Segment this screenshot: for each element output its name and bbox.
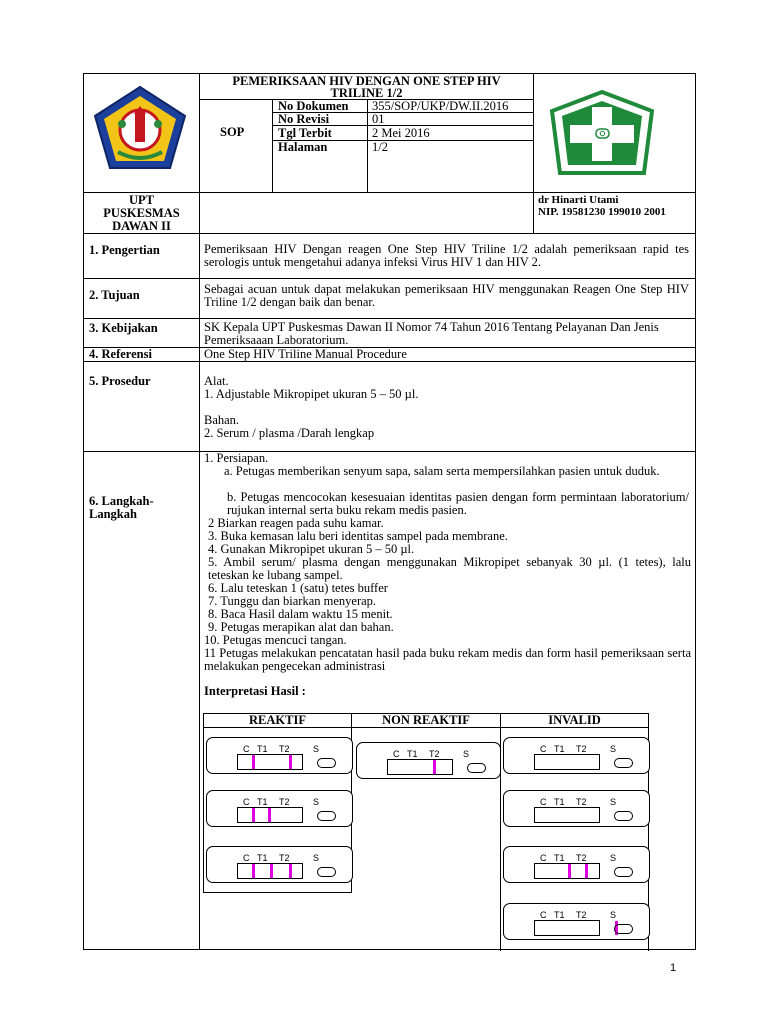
strip-label-t2: T2 (429, 749, 440, 759)
strip-label-t1: T1 (554, 853, 565, 863)
document-title-line2: TRILINE 1/2 (330, 86, 403, 100)
step-10: 10. Petugas mencuci tangan. (204, 633, 347, 647)
sample-well (317, 758, 336, 768)
sample-well (614, 924, 633, 934)
section-text-tujuan: Sebagai acuan untuk dapat melakukan pemeriksaan HIV menggunakan Reagen One Step HIV Triline 1/2 dengan baik dan benar. (204, 282, 689, 309)
strip-label-t1: T1 (554, 797, 565, 807)
strip-label-t2: T2 (279, 797, 290, 807)
page-number: 1 (670, 962, 677, 974)
strip-label-s: S (610, 910, 617, 920)
strip-label-t1: T1 (407, 749, 418, 759)
sample-well (614, 758, 633, 768)
prosedur-alat-title: Alat. (204, 374, 229, 388)
column-header-non-reaktif: NON REAKTIF (382, 713, 470, 727)
signer-name: dr Hinarti Utami (538, 194, 619, 206)
puskesmas-crest-logo (90, 84, 190, 172)
step-1b: b. Petugas mencocokan kesesuaian identitas pasien dengan form permintaan laboratorium/ rujukan internal serta buku rekam medis pasien. (227, 490, 689, 517)
step-3: 3. Buka kemasan lalu beri identitas sampel pada membrane. (208, 529, 508, 543)
org-name-line2: PUSKESMAS (103, 206, 180, 220)
strip-label-c: C (243, 744, 250, 754)
prosedur-bahan-item: 2. Serum / plasma /Darah lengkap (204, 426, 375, 440)
strip-label-t1: T1 (257, 797, 268, 807)
sample-well (614, 867, 633, 877)
test-line (252, 808, 255, 822)
document-title-line1: PEMERIKSAAN HIV DENGAN ONE STEP HIV (232, 74, 501, 88)
section-text-referensi: One Step HIV Triline Manual Procedure (204, 347, 407, 361)
strip-label-t1: T1 (554, 910, 565, 920)
invalid-strip-3 (503, 846, 650, 883)
section-label-prosedur: 5. Prosedur (89, 374, 151, 388)
strip-label-t2: T2 (279, 744, 290, 754)
result-window (387, 759, 453, 775)
step-11: 11 Petugas melakukan pencatatan hasil pada buku rekam medis dan form hasil pemeriksaan serta melakukan pengecekan administrasi (204, 646, 691, 673)
section-label-kebijakan: 3. Kebijakan (89, 321, 158, 335)
column-header-invalid: INVALID (548, 713, 601, 727)
section-label-referensi: 4. Referensi (89, 347, 152, 361)
strip-label-t2: T2 (576, 797, 587, 807)
sample-well (467, 763, 486, 773)
strip-label-s: S (313, 853, 320, 863)
step-1a: a. Petugas memberikan senyum sapa, salam serta mempersilahkan pasien untuk duduk. (224, 464, 660, 478)
result-window (237, 754, 303, 770)
strip-label-t1: T1 (257, 853, 268, 863)
meta-value-halaman: 1/2 (372, 140, 388, 154)
org-name-line1: UPT (129, 193, 154, 207)
strip-label-t1: T1 (554, 744, 565, 754)
non-reaktif-strip (356, 742, 501, 779)
strip-label-s: S (610, 853, 617, 863)
strip-label-c: C (243, 853, 250, 863)
prosedur-alat-item: 1. Adjustable Mikropipet ukuran 5 – 50 µl. (204, 387, 419, 401)
test-line (433, 760, 436, 774)
sample-well (614, 811, 633, 821)
invalid-strip-2 (503, 790, 650, 827)
test-line (568, 864, 571, 878)
strip-label-s: S (610, 744, 617, 754)
strip-label-t2: T2 (576, 853, 587, 863)
result-window (237, 863, 303, 879)
strip-label-s: S (313, 744, 320, 754)
section-label-pengertian: 1. Pengertian (89, 243, 160, 257)
step-8: 8. Baca Hasil dalam waktu 15 menit. (208, 607, 393, 621)
meta-label-tgl-terbit: Tgl Terbit (278, 126, 332, 140)
strip-label-t2: T2 (576, 910, 587, 920)
signer-nip: NIP. 19581230 199010 2001 (538, 206, 666, 218)
meta-value-tgl-terbit: 2 Mei 2016 (372, 126, 430, 140)
test-line (585, 864, 588, 878)
org-name-line3: DAWAN II (112, 219, 171, 233)
meta-label-no-revisi: No Revisi (278, 112, 330, 126)
section-label-langkah-line2: Langkah (89, 507, 137, 521)
section-label-tujuan: 2. Tujuan (89, 288, 140, 302)
result-window (534, 754, 600, 770)
test-line (252, 755, 255, 769)
step-5: 5. Ambil serum/ plasma dengan menggunakan Mikropipet sebanyak 30 µl. (1 tetes), lalu teteskan ke lubang sampel. (208, 555, 691, 582)
strip-label-c: C (540, 853, 547, 863)
strip-label-c: C (540, 797, 547, 807)
meta-value-no-revisi: 01 (372, 112, 385, 126)
strip-label-c: C (393, 749, 400, 759)
step-4: 4. Gunakan Mikropipet ukuran 5 – 50 µl. (208, 542, 415, 556)
step-6: 6. Lalu teteskan 1 (satu) tetes buffer (208, 581, 388, 595)
section-text-pengertian: Pemeriksaan HIV Dengan reagen One Step HIV Triline 1/2 adalah pemeriksaan rapid tes serologis untuk mengetahui adanya infeksi Virus HIV 1 dan HIV 2. (204, 242, 689, 269)
result-window (534, 863, 600, 879)
sop-label: SOP (220, 125, 245, 139)
result-window (534, 807, 600, 823)
strip-label-c: C (540, 744, 547, 754)
step-2: 2 Biarkan reagen pada suhu kamar. (208, 516, 384, 530)
sample-well (317, 811, 336, 821)
strip-label-c: C (540, 910, 547, 920)
meta-label-halaman: Halaman (278, 140, 328, 154)
step-7: 7. Tunggu dan biarkan menyerap. (208, 594, 377, 608)
strip-label-t2: T2 (279, 853, 290, 863)
meta-label-no-dokumen: No Dokumen (278, 99, 349, 113)
test-line (252, 864, 255, 878)
prosedur-bahan-title: Bahan. (204, 413, 240, 427)
test-line (268, 808, 271, 822)
invalid-strip-1 (503, 737, 650, 774)
invalid-strip-4 (503, 903, 650, 940)
section-text-kebijakan: SK Kepala UPT Puskesmas Dawan II Nomor 74 Tahun 2016 Tentang Pelayanan Dan Jenis Pemeriksaaan Laboratorium. (204, 320, 659, 347)
strip-label-t2: T2 (576, 744, 587, 754)
test-line (289, 755, 292, 769)
sample-well (317, 867, 336, 877)
strip-label-s: S (463, 749, 470, 759)
strip-label-s: S (610, 797, 617, 807)
reaktif-strip-1 (206, 737, 353, 774)
strip-label-s: S (313, 797, 320, 807)
reaktif-strip-3 (206, 846, 353, 883)
puskesmas-cross-logo (548, 89, 656, 179)
step-1: 1. Persiapan. (204, 451, 269, 465)
step-9: 9. Petugas merapikan alat dan bahan. (208, 620, 394, 634)
reaktif-strip-2 (206, 790, 353, 827)
column-header-reaktif: REAKTIF (249, 713, 306, 727)
interpretasi-title: Interpretasi Hasil : (204, 684, 306, 698)
test-line (289, 864, 292, 878)
section-label-langkah-line1: 6. Langkah- (89, 494, 154, 508)
strip-label-c: C (243, 797, 250, 807)
result-window (237, 807, 303, 823)
meta-value-no-dokumen: 355/SOP/UKP/DW.II.2016 (372, 99, 509, 113)
result-window (534, 920, 600, 936)
test-line (270, 864, 273, 878)
strip-label-t1: T1 (257, 744, 268, 754)
